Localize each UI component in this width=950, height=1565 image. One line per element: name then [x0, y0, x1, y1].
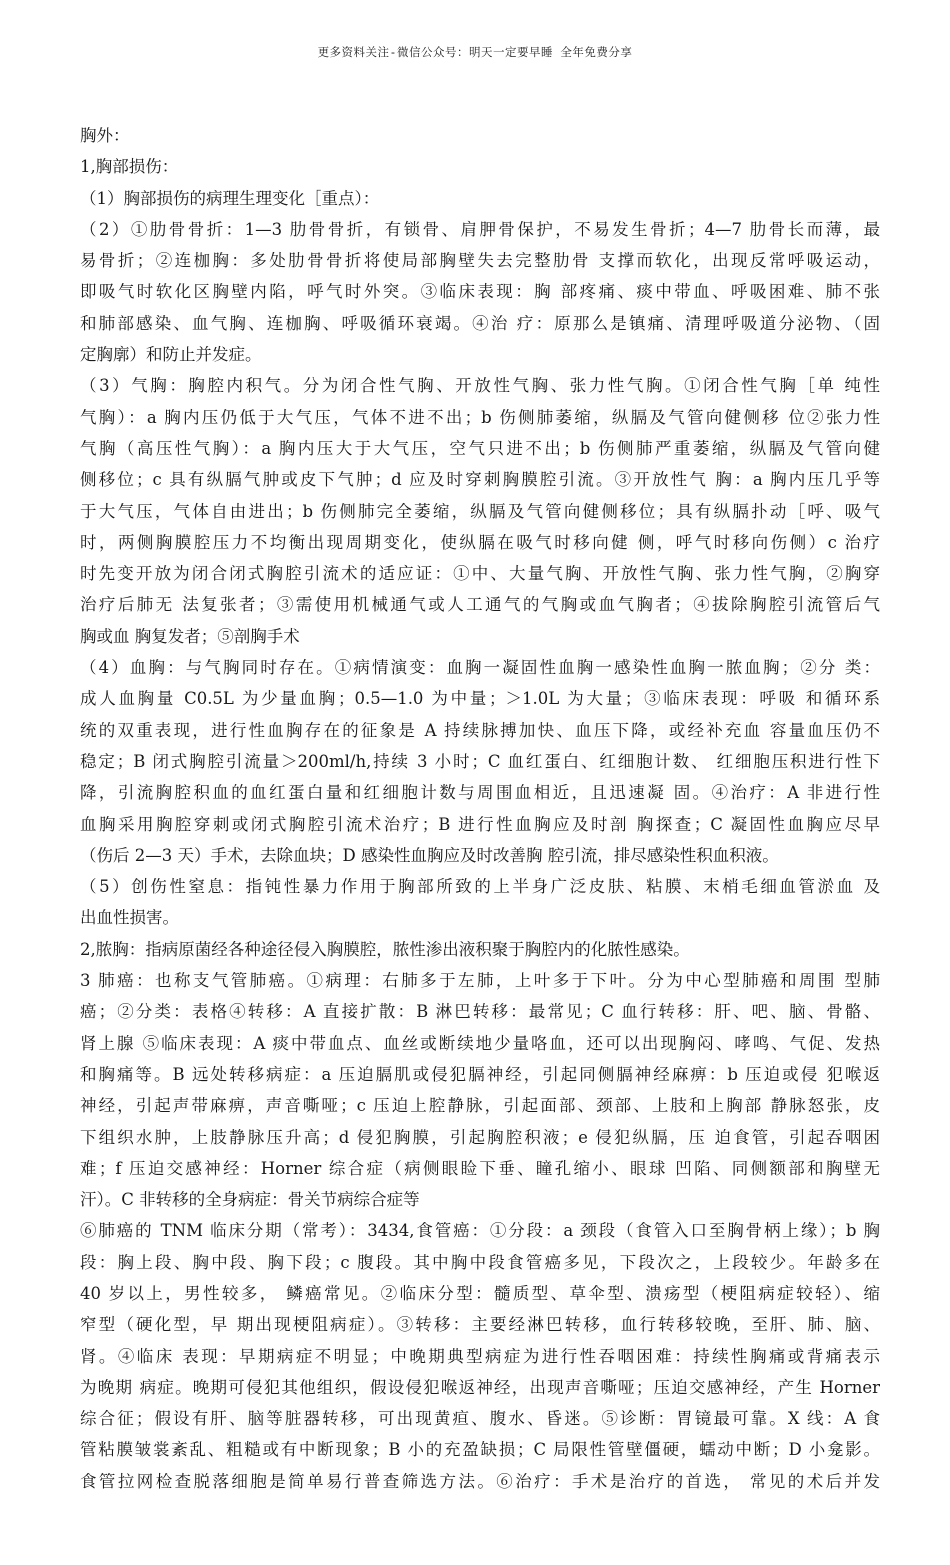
- text-line: ⑥肺癌的 TNM 临床分期（常考）：3434,食管癌：①分段：a 颈段（食管入口至胸骨柄上缘）；b 胸: [80, 1221, 880, 1241]
- text-line: 1,胸部损伤：: [80, 157, 179, 177]
- text-line: 2,脓胸：指病原菌经各种途径侵入胸膜腔，脓性渗出液积聚于胸腔内的化脓性感染。: [80, 939, 690, 959]
- text-line: 统的双重表现，进行性血胸存在的征象是 A 持续脉搏加快、血压下降，或经补充血 容量血压仍不: [80, 720, 880, 740]
- page-header: 更多资料关注-微信公众号：明天一定要早睡 全年免费分享: [317, 45, 633, 59]
- text-line: （5）创伤性窒息：指钝性暴力作用于胸部所致的上半身广泛皮肤、粘膜、末梢毛细血管淤血 及: [80, 877, 880, 897]
- text-line: （3）气胸：胸腔内积气。分为闭合性气胸、开放性气胸、张力性气胸。①闭合性气胸［单 纯性: [80, 376, 880, 396]
- text-line: 段：胸上段、胸中段、胸下段；c 腹段。其中胸中段食管癌多见，下段次之，上段较少。年龄多在: [80, 1252, 880, 1272]
- text-line: 管粘膜皱裳紊乱、粗糙或有中断现象；B 小的充盈缺损；C 局限性管壁僵硬，蠕动中断；D 小龛影。: [80, 1440, 880, 1460]
- text-line: 难；f 压迫交感神经：Horner 综合症（病侧眼睑下垂、瞳孔缩小、眼球 凹陷、同侧额部和胸壁无: [80, 1158, 880, 1178]
- text-line: 侧移位；c 具有纵膈气肿或皮下气肿；d 应及时穿刺胸膜腔引流。③开放性气 胸：a 胸内压几乎等: [80, 470, 880, 490]
- text-line: （1）胸部损伤的病理生理变化［重点）：: [80, 188, 380, 208]
- text-line: 气胸（高压性气胸）：a 胸内压大于大气压，空气只进不出；b 伤侧肺严重萎缩，纵膈及气管向健: [80, 438, 880, 458]
- text-line: （2）①肋骨骨折：1—3 肋骨骨折，有锁骨、肩胛骨保护，不易发生骨折；4—7 肋骨长而薄，最: [80, 219, 880, 239]
- text-line: 时，两侧胸膜腔压力不均衡出现周期变化，使纵膈在吸气时移向健 侧，呼气时移向伤侧）c 治疗: [80, 532, 880, 552]
- text-line: 癌；②分类：表格④转移：A 直接扩散：B 淋巴转移：最常见；C 血行转移：肝、吧、脑、骨骼、: [80, 1002, 880, 1022]
- text-line: 窄型（硬化型，早 期出现梗阻病症）。③转移：主要经淋巴转移，血行转移较晚，至肝、肺、脑、: [80, 1315, 880, 1335]
- text-line: 食管拉网检查脱落细胞是简单易行普查筛选方法。⑥治疗：手术是治疗的首选， 常见的术后并发: [80, 1471, 880, 1491]
- text-line: 神经，引起声带麻痹，声音嘶哑；c 压迫上腔静脉，引起面部、颈部、上肢和上胸部 静脉怒张，皮: [80, 1096, 880, 1116]
- text-line: 3 肺癌：也称支气管肺癌。①病理：右肺多于左肺，上叶多于下叶。分为中心型肺癌和周围 型肺: [80, 971, 880, 991]
- text-line: 血胸采用胸腔穿刺或闭式胸腔引流术治疗；B 进行性血胸应及时剖 胸探查；C 凝固性血胸应尽早: [80, 814, 880, 834]
- text-line: 于大气压，气体自由进出；b 伤侧肺完全萎缩，纵膈及气管向健侧移位；具有纵膈扑动［呼、吸气: [80, 501, 880, 521]
- text-line: 出血性损害。: [80, 908, 179, 928]
- text-line: 胸外：: [80, 126, 130, 145]
- text-line: 40 岁以上，男性较多， 鳞癌常见。②临床分型：髓质型、草伞型、溃疡型（梗阻病症较轻）、缩: [80, 1283, 880, 1303]
- text-line: 汗）。C 非转移的全身病症：骨关节病综合症等: [80, 1190, 420, 1210]
- text-line: （4）血胸：与气胸同时存在。①病情演变：血胸一凝固性血胸一感染性血胸一脓血胸；②分 类：: [80, 658, 880, 678]
- text-line: 和肺部感染、血气胸、连枷胸、呼吸循环衰竭。④治 疗：原那么是镇痛、清理呼吸道分泌物、（固: [80, 313, 880, 333]
- text-line: 下组织水肿，上肢静脉压升高；d 侵犯胸膜，引起胸腔积液；e 侵犯纵膈，压 迫食管，引起吞咽困: [80, 1127, 880, 1147]
- text-line: 综合征；假设有肝、脑等脏器转移，可出现黄疸、腹水、昏迷。⑤诊断：胃镜最可靠。X 线：A 食: [80, 1409, 880, 1429]
- text-line: 治疗后肺无 法复张者；③需使用机械通气或人工通气的气胸或血气胸者；④拔除胸腔引流管后气: [80, 595, 880, 615]
- text-line: 稳定；B 闭式胸腔引流量＞200ml/h,持续 3 小时；C 血红蛋白、红细胞计数、 红细胞压积进行性下: [80, 751, 880, 771]
- text-line: 即吸气时软化区胸壁内陷，呼气时外突。③临床表现：胸 部疼痛、痰中带血、呼吸困难、肺不张: [80, 282, 880, 302]
- text-line: 胸或血 胸复发者；⑤剖胸手术: [80, 626, 300, 646]
- text-line: （伤后 2—3 天）手术，去除血块；D 感染性血胸应及时改善胸 腔引流，排尽感染性积血积液。: [80, 845, 779, 865]
- text-line: 降，引流胸腔积血的血红蛋白量和红细胞计数与周围血相近，且迅速凝 固。④治疗：A 非进行性: [80, 783, 880, 803]
- text-line: 为晚期 病症。晚期可侵犯其他组织，假设侵犯喉返神经，出现声音嘶哑；压迫交感神经，产生 Horner: [80, 1377, 880, 1397]
- document-body: [80, 120, 880, 1497]
- text-line: 气胸）：a 胸内压仍低于大气压，气体不进不出；b 伤侧肺萎缩，纵膈及气管向健侧移 位②张力性: [80, 407, 880, 427]
- text-line: 定胸廓）和防止并发症。: [80, 345, 262, 365]
- text-line: 成人血胸量 C0.5L 为少量血胸；0.5—1.0 为中量；＞1.0L 为大量；③临床表现：呼吸 和循环系: [80, 689, 880, 709]
- text-line: 肾上腺 ⑤临床表现：A 痰中带血点、血丝或断续地少量咯血，还可以出现胸闷、哮鸣、气促、发热: [80, 1033, 880, 1053]
- text-line: 时先变开放为闭合闭式胸腔引流术的适应证：①中、大量气胸、开放性气胸、张力性气胸，②胸穿: [80, 564, 880, 584]
- text-line: 肾。④临床 表现：早期病症不明显；中晚期典型病症为进行性吞咽困难：持续性胸痛或背痛表示: [80, 1346, 880, 1366]
- text-line: 易骨折；②连枷胸：多处肋骨骨折将使局部胸壁失去完整肋骨 支撑而软化，出现反常呼吸运动，: [80, 251, 880, 271]
- text-line: 和胸痛等。B 远处转移病症：a 压迫膈肌或侵犯膈神经，引起同侧膈神经麻痹：b 压迫或侵 犯喉返: [80, 1064, 880, 1084]
